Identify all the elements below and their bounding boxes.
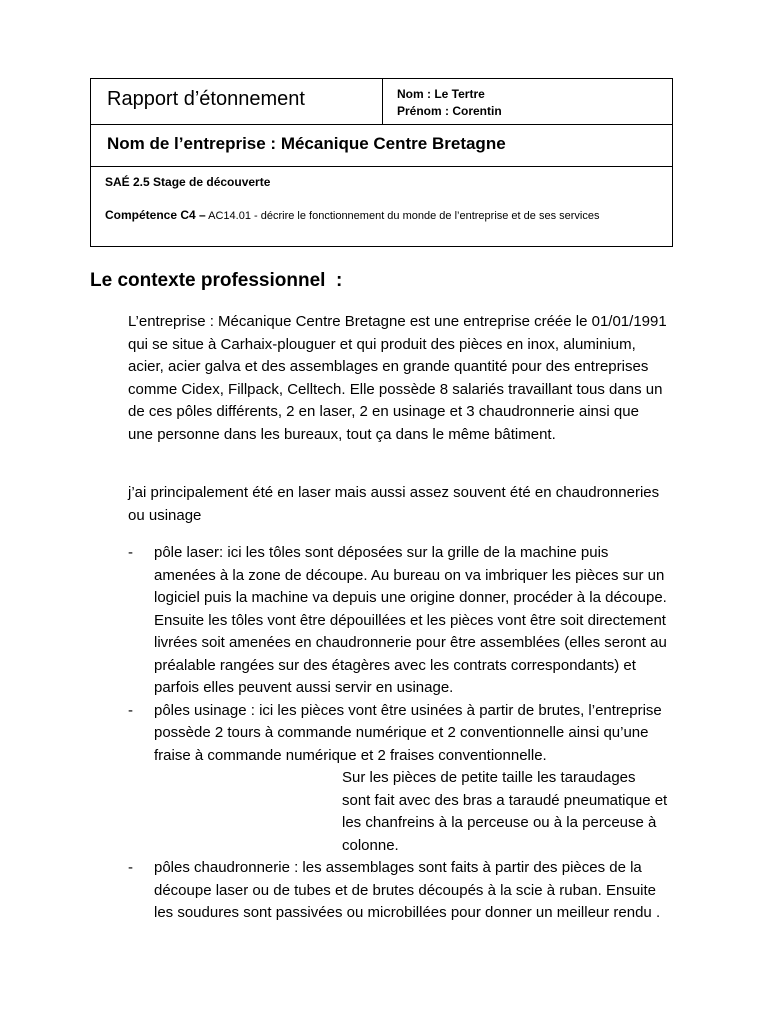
list-item-usinage bbox=[128, 700, 668, 858]
list-item-text: pôle laser: ici les tôles sont déposées sur la grille de la machine puis amenées à la zone de découpe. Au bureau on va imbriquer les pièces sur un logiciel puis la machine va depuis une origine donner, procéder à la découpe. Ensuite les tôles vont être dépouillées et les pièces vont être soit directement livrées soit amenées en chaudronnerie pour être assemblées (elles seront au préalable rangées sur des étagères avec les contrats correspondants) et parfois elles peuvent aussi servir en usinage. bbox=[154, 544, 667, 696]
header-table bbox=[90, 78, 673, 247]
competence-line bbox=[105, 208, 599, 222]
header-row-title bbox=[91, 79, 672, 125]
bullet-dash: - bbox=[128, 859, 133, 876]
assignment-paragraph: j’ai principalement été en laser mais aussi assez souvent été en chaudronneries ou usinage bbox=[128, 484, 660, 524]
header-row-details bbox=[91, 167, 672, 246]
bullet-dash: - bbox=[128, 701, 133, 719]
competence-label: Compétence C4 – bbox=[105, 208, 206, 222]
header-row-company bbox=[91, 125, 672, 167]
company-name: Nom de l’entreprise : Mécanique Centre Bretagne bbox=[107, 134, 506, 153]
bullet-dash: - bbox=[128, 544, 133, 561]
competence-text: AC14.01 - décrire le fonctionnement du monde de l’entreprise et de ses services bbox=[205, 210, 600, 222]
list-item-chaudronnerie bbox=[128, 857, 668, 925]
poles-list bbox=[128, 542, 668, 925]
report-title: Rapport d’étonnement bbox=[107, 88, 305, 110]
list-item-laser bbox=[128, 542, 668, 700]
intro-paragraph: L’entreprise : Mécanique Centre Bretagne est une entreprise créée le 01/01/1991 qui se situe à Carhaix-plouguer et qui produit des pièces en inox, aluminium, acier, acier galva et des assemblages en grande quantité pour des entreprises comme Cidex, Fillpack, Celltech. Elle possède 8 salariés travaillant tous dans un de ces pôles différents, 2 en laser, 2 en usinage et 3 chaudronnerie ainsi que une personne dans les bureaux, tout ça dans le même bâtiment. bbox=[128, 313, 667, 443]
header-divider bbox=[382, 79, 383, 125]
student-first-name: Prénom : Corentin bbox=[397, 104, 502, 118]
list-item-text: pôles chaudronnerie : les assemblages sont faits à partir des pièces de la découpe laser ou de tubes et de brutes découpés à la scie à ruban. Ensuite les soudures sont passivées ou microbillées pour donner un meilleur rendu . bbox=[154, 859, 661, 921]
sae-label: SAÉ 2.5 Stage de découverte bbox=[105, 175, 271, 189]
section-heading: Le contexte professionnel : bbox=[90, 270, 343, 291]
list-item-text: pôles usinage : ici les pièces vont être usinées à partir de brutes, l’entreprise possède 2 tours à commande numérique et 2 conventionnelle ainsi qu’une fraise à commande numérique et 2 fraises conventionnelle. bbox=[154, 701, 662, 764]
student-last-name: Nom : Le Tertre bbox=[397, 87, 485, 101]
list-item-text-continuation: Sur les pièces de petite taille les taraudages sont fait avec des bras a taraudé pneumatique et les chanfreins à la perceuse ou à la perceuse à colonne. bbox=[342, 769, 668, 854]
